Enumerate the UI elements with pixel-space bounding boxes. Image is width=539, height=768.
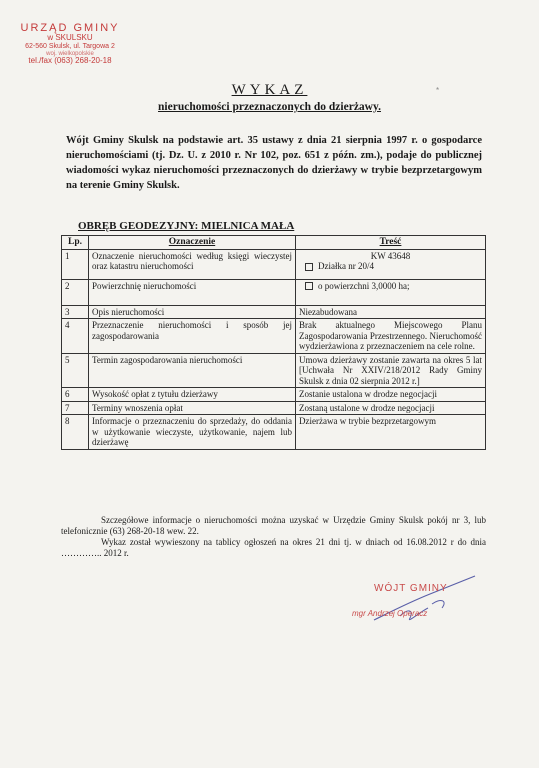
row-value	[296, 279, 486, 305]
row-number: 5	[62, 353, 89, 388]
row-value: Zostaną ustalone w drodze negocjacji	[296, 401, 486, 415]
stamp-line-5: tel./fax (063) 268-20-18	[28, 56, 112, 66]
row-value: Umowa dzierżawy zostanie zawarta na okres 5 lat [Uchwała Nr XXIV/218/2012 Rady Gminy Skulsk z dnia 02 sierpnia 2012 r.]	[296, 353, 486, 388]
intro-paragraph: Wójt Gminy Skulsk na podstawie art. 35 ustawy z dnia 21 sierpnia 1997 r. o gospodarce nieruchomościami (tj. Dz. U. z 2010 r. Nr 102, poz. 651 z późn. zm.), podaje do publicznej wiadomości wykaz nieruchomości przeznaczonych do dzierżawy w trybie bezprzetargowym na terenie Gminy Skulsk.	[66, 135, 482, 191]
row-label: Informacje o przeznaczeniu do sprzedaży, do oddania w użytkowanie wieczyste, użytkowanie, najem lub dzierżawę	[89, 415, 296, 450]
row-label: Przeznaczenie nieruchomości i sposób jej zagospodarowania	[89, 319, 296, 354]
document-title: WYKAZ	[231, 82, 308, 98]
footer-notes	[61, 515, 486, 559]
table-row	[62, 353, 486, 388]
row-value: Zostanie ustalona w drodze negocjacji	[296, 388, 486, 402]
stamp-line-1: URZĄD GMINY	[20, 22, 120, 34]
row-number: 4	[62, 319, 89, 354]
row-label: Powierzchnię nieruchomości	[89, 279, 296, 305]
row-label: Termin zagospodarowania nieruchomości	[89, 353, 296, 388]
stamp-line-2: w SKULSKU	[47, 33, 93, 43]
row-number: 8	[62, 415, 89, 450]
property-table	[61, 235, 486, 450]
bullet-square-icon	[305, 263, 313, 271]
header-oznaczenie: Oznaczenie	[89, 236, 296, 250]
table-row	[62, 401, 486, 415]
row-label: Terminy wnoszenia opłat	[89, 401, 296, 415]
bullet-square-icon	[305, 282, 313, 290]
row-number: 3	[62, 305, 89, 319]
table-header-row	[62, 236, 486, 250]
row-value: Brak aktualnego Miejscowego Planu Zagospodarowania Przestrzennego. Nieruchomość wydzierżawiona z przeznaczeniem na cele rolne.	[296, 319, 486, 354]
header-lp: Lp.	[62, 236, 89, 250]
row-label: Wysokość opłat z tytułu dzierżawy	[89, 388, 296, 402]
office-stamp	[10, 22, 130, 66]
section-heading: OBRĘB GEODEZYJNY: MIELNICA MAŁA	[78, 220, 295, 232]
table-row	[62, 319, 486, 354]
signature-title: WÓJT GMINY	[374, 583, 448, 594]
signature-name: mgr Andrzej Operacz	[352, 609, 428, 618]
header-tresc: Treść	[296, 236, 486, 250]
row-value	[296, 249, 486, 279]
row-number: 2	[62, 279, 89, 305]
row-number: 1	[62, 249, 89, 279]
table-row	[62, 415, 486, 450]
row-label: Opis nieruchomości	[89, 305, 296, 319]
row-value-dzialka: Działka nr 20/4	[318, 261, 374, 271]
row-number: 6	[62, 388, 89, 402]
table-row	[62, 388, 486, 402]
table-row	[62, 249, 486, 279]
table-row	[62, 279, 486, 305]
document-subtitle: nieruchomości przeznaczonych do dzierżawy.	[158, 101, 381, 113]
row-value-dzialka-line	[299, 261, 482, 278]
footer-info: Szczegółowe informacje o nieruchomości można uzyskać w Urzędzie Gminy Skulsk pokój nr 3, lub telefonicznie (63) 268-20-18 wew. 22.	[61, 515, 486, 536]
row-number: 7	[62, 401, 89, 415]
row-value: Niezabudowana	[296, 305, 486, 319]
table-row	[62, 305, 486, 319]
stamp-line-4: woj. wielkopolskie	[46, 50, 94, 57]
row-value: Dzierżawa w trybie bezprzetargowym	[296, 415, 486, 450]
corner-mark: *	[436, 86, 440, 95]
stamp-line-3: 62-560 Skulsk, ul. Targowa 2	[25, 42, 115, 50]
row-value-area: o powierzchni 3,0000 ha;	[318, 280, 410, 291]
footer-posting: Wykaz został wywieszony na tablicy ogłoszeń na okres 21 dni tj. w dniach od 16.08.2012 r do dnia ………….. 2012 r.	[61, 537, 486, 558]
row-label: Oznaczenie nieruchomości według księgi wieczystej oraz katastru nieruchomości	[89, 249, 296, 279]
row-value-kw: KW 43648	[370, 250, 411, 261]
handwritten-signature	[370, 572, 480, 632]
